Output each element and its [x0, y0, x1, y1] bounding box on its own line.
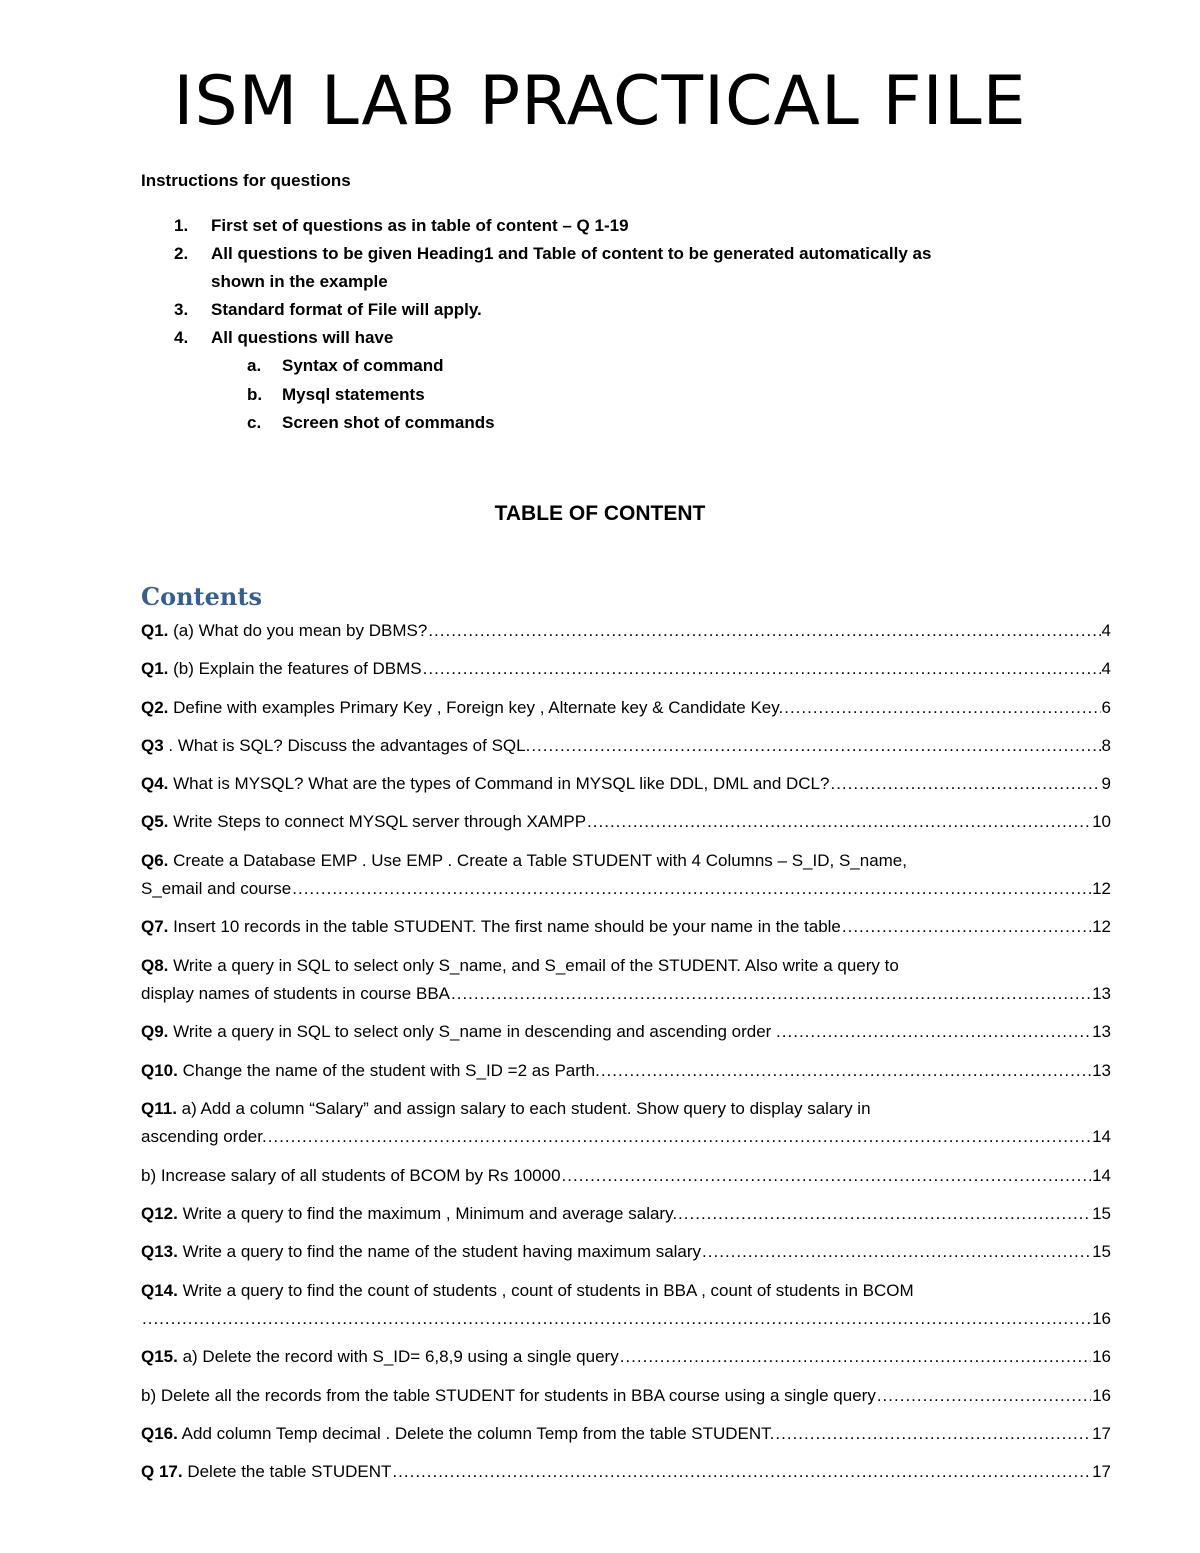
- toc-page-number: 6: [1101, 697, 1111, 717]
- toc-page-number: 16: [1092, 1385, 1111, 1405]
- toc-leader-dots: [842, 913, 1091, 941]
- toc-page-number: 15: [1092, 1242, 1111, 1262]
- toc-entry-text: Write a query to find the count of students , count of students in BBA , count of students in BCOM: [182, 1280, 914, 1300]
- toc-entry[interactable]: [141, 617, 1111, 645]
- toc-entry[interactable]: [141, 1382, 1111, 1410]
- toc-page-number: 16: [1092, 1309, 1111, 1329]
- toc-entry-text: (b) Explain the features of DBMS: [173, 659, 422, 679]
- instructions-list: [141, 212, 1061, 438]
- toc-page-number: 14: [1092, 1127, 1111, 1147]
- toc-leader-dots: [620, 1343, 1091, 1371]
- toc-page-number: 17: [1092, 1462, 1111, 1482]
- toc-entry[interactable]: [141, 1458, 1111, 1486]
- toc-entry[interactable]: [141, 1018, 1111, 1046]
- toc-leader-dots: [428, 617, 1100, 645]
- toc-entry-text: Write a query in SQL to select only S_name, and S_email of the STUDENT. Also write a query to: [173, 955, 899, 975]
- toc-leader-dots: [877, 1382, 1091, 1410]
- toc-entry[interactable]: [141, 1343, 1111, 1371]
- toc-entry-text: ascending order.: [141, 1127, 267, 1147]
- toc-entry[interactable]: [141, 1057, 1111, 1085]
- toc-leader-dots: [392, 1458, 1091, 1486]
- toc-entry-label: Q5.: [141, 812, 169, 832]
- toc-leader-dots: [423, 655, 1101, 683]
- toc-entry-label: Q7.: [141, 917, 169, 937]
- toc-page-number: 10: [1092, 812, 1111, 832]
- toc-page-number: 13: [1092, 1060, 1111, 1080]
- toc-entry-text: Create a Database EMP . Use EMP . Create a Table STUDENT with 4 Columns – S_ID, S_name,: [173, 850, 907, 870]
- toc-entry[interactable]: [141, 1162, 1111, 1190]
- instruction-item: 1. First set of questions as in table of content – Q 1-19: [174, 216, 629, 235]
- toc-entry[interactable]: [141, 952, 1111, 1009]
- toc-entry[interactable]: [141, 1200, 1111, 1228]
- toc-entry[interactable]: [141, 1420, 1111, 1448]
- toc-page-number: 12: [1092, 917, 1111, 937]
- toc-page-number: 13: [1092, 1022, 1111, 1042]
- instruction-item: 2. All questions to be given Heading1 and Table of content to be generated automatically as shown in the example: [174, 244, 932, 291]
- toc-leader-dots: [268, 1123, 1091, 1151]
- toc-entry[interactable]: [141, 1277, 1111, 1334]
- toc-entry-text: b) Delete all the records from the table STUDENT for students in BBA course using a single query: [141, 1385, 876, 1405]
- instructions-heading: Instructions for questions: [141, 171, 351, 190]
- toc-entry[interactable]: [141, 808, 1111, 836]
- instruction-subitem: b. Mysql statements: [247, 384, 425, 404]
- toc-leader-dots: [587, 808, 1091, 836]
- toc-entry-text: Write a query in SQL to select only S_name in descending and ascending order .: [173, 1022, 781, 1042]
- toc-entry[interactable]: [141, 1095, 1111, 1152]
- toc-page-number: 4: [1101, 659, 1111, 679]
- toc-page-number: 13: [1092, 984, 1111, 1004]
- toc-leader-dots: [678, 1200, 1091, 1228]
- toc-page-number: 15: [1092, 1204, 1111, 1224]
- toc-entry-label: Q15.: [141, 1347, 178, 1367]
- instruction-subitem: a. Syntax of command: [247, 356, 444, 375]
- toc-entry-text: Write a query to find the maximum , Minimum and average salary.: [182, 1204, 678, 1224]
- toc-leader-dots: [292, 875, 1091, 903]
- toc-entry-text: (a) What do you mean by DBMS?: [173, 621, 428, 640]
- toc-leader-dots: [775, 1420, 1091, 1448]
- toc-entry-label: Q 17.: [141, 1462, 183, 1482]
- toc-entry-text: display names of students in course BBA: [141, 984, 450, 1004]
- toc-entry-label: Q16.: [141, 1423, 178, 1443]
- toc-entry[interactable]: [141, 694, 1111, 722]
- toc-entry-text: a) Delete the record with S_ID= 6,8,9 using a single query: [182, 1347, 619, 1367]
- instruction-sublist: [141, 352, 1061, 438]
- toc-leader-dots: [784, 694, 1100, 722]
- toc-entry-text: Write a query to find the name of the student having maximum salary: [182, 1242, 702, 1262]
- toc-page-number: 16: [1092, 1347, 1111, 1367]
- toc-entry-label: Q10.: [141, 1060, 178, 1080]
- toc-entry-text: b) Increase salary of all students of BCOM by Rs 10000: [141, 1165, 561, 1185]
- toc-leader-dots: [702, 1238, 1091, 1266]
- toc-entry[interactable]: [141, 732, 1111, 760]
- toc-entry-text: a) Add a column “Salary” and assign salary to each student. Show query to display salary in: [181, 1099, 871, 1119]
- toc-heading: TABLE OF CONTENT: [494, 502, 706, 525]
- toc-entry-label: Q14.: [141, 1280, 178, 1300]
- toc-entry[interactable]: [141, 770, 1111, 798]
- toc-entry-text: Write Steps to connect MYSQL server through XAMPP: [173, 812, 587, 832]
- toc-entry[interactable]: [141, 847, 1111, 904]
- toc-leader-dots: [142, 1305, 1091, 1333]
- toc-entry-label: Q4.: [141, 774, 169, 794]
- toc-leader-dots: [830, 770, 1100, 798]
- toc-entry-text: S_email and course: [141, 879, 292, 899]
- page-title: ISM LAB PRACTICAL FILE: [173, 62, 1027, 141]
- toc-leader-dots: [451, 980, 1091, 1008]
- toc-entry-label: Q3: [141, 735, 164, 755]
- toc-entry-label: Q1.: [141, 621, 169, 640]
- toc-leader-dots: [601, 1057, 1091, 1085]
- toc-leader-dots: [562, 1162, 1092, 1190]
- toc-entry-label: Q13.: [141, 1242, 178, 1262]
- toc-page-number: 14: [1092, 1165, 1111, 1185]
- toc-entry[interactable]: [141, 1238, 1111, 1266]
- instruction-item: 4. All questions will have: [174, 328, 394, 347]
- toc-entry-label: Q1.: [141, 659, 169, 679]
- toc-entry-text: Define with examples Primary Key , Foreign key , Alternate key & Candidate Key.: [173, 697, 784, 717]
- toc-page-number: 4: [1101, 621, 1111, 640]
- toc-entry-label: Q12.: [141, 1204, 178, 1224]
- toc-page-number: 9: [1101, 774, 1111, 794]
- toc-entry[interactable]: [141, 655, 1111, 683]
- table-of-contents: [141, 617, 1111, 1497]
- toc-entry-text: Insert 10 records in the table STUDENT. The first name should be your name in the table: [173, 917, 841, 937]
- toc-page-number: 8: [1101, 735, 1111, 755]
- toc-entry-label: Q11.: [141, 1099, 177, 1119]
- toc-entry-text: Delete the table STUDENT: [187, 1462, 392, 1482]
- toc-entry-label: Q9.: [141, 1022, 169, 1042]
- toc-entry-label: Q8.: [141, 955, 169, 975]
- instruction-subitem: c. Screen shot of commands: [247, 413, 495, 432]
- instruction-item: 3. Standard format of File will apply.: [174, 300, 482, 319]
- toc-leader-dots: [531, 732, 1100, 760]
- toc-entry[interactable]: [141, 913, 1111, 941]
- toc-page-number: 17: [1092, 1423, 1111, 1443]
- toc-entry-text: Add column Temp decimal . Delete the column Temp from the table STUDENT.: [181, 1423, 775, 1443]
- contents-title: Contents: [141, 582, 262, 611]
- toc-entry-label: Q6.: [141, 850, 169, 870]
- toc-leader-dots: [782, 1018, 1091, 1046]
- toc-entry-text: Change the name of the student with S_ID =2 as Parth.: [182, 1060, 600, 1080]
- toc-entry-text: What is MYSQL? What are the types of Command in MYSQL like DDL, DML and DCL?: [173, 774, 830, 794]
- toc-page-number: 12: [1092, 879, 1111, 899]
- toc-entry-text: . What is SQL? Discuss the advantages of SQL.: [168, 735, 531, 755]
- toc-entry-label: Q2.: [141, 697, 169, 717]
